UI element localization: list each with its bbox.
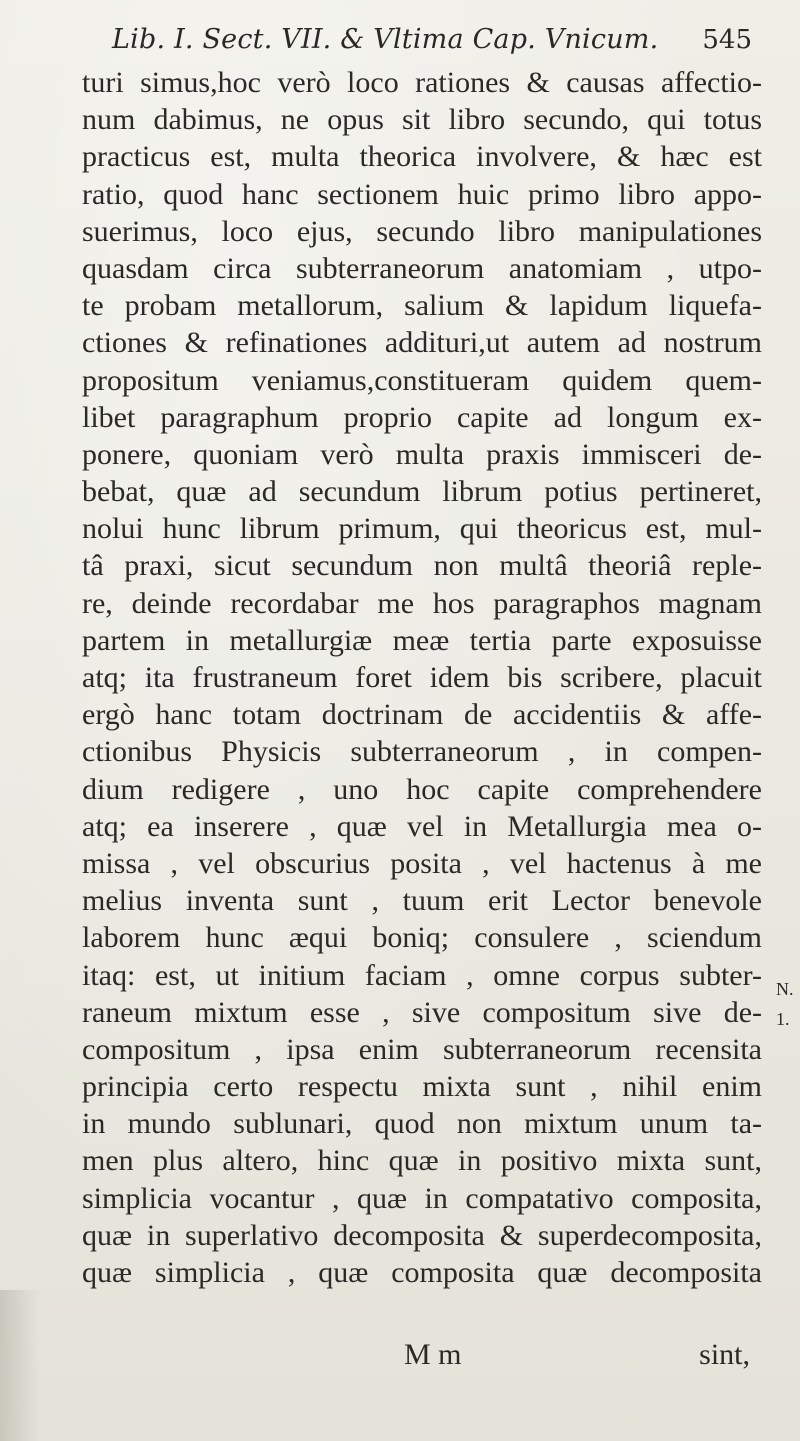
text-line: raneum mixtum esse , sive compositum sive de- — [82, 995, 762, 1029]
text-line: ratio, quod hanc sectionem huic primo libro appo- — [82, 177, 762, 211]
running-head: Lib. I. Sect. VII. & Vltima Cap. Vnicum. — [112, 24, 659, 55]
text-line: bebat, quæ ad secundum librum potius pertineret, — [82, 475, 762, 509]
text-line: itaq: est, ut initium faciam , omne corpus subter- — [82, 958, 762, 992]
margin-note: 1. — [776, 1009, 790, 1029]
text-line: principia certo respectu mixta sunt , nihil enim — [82, 1070, 762, 1104]
signature-mark: M m — [404, 1338, 462, 1371]
body-text — [82, 64, 762, 1291]
text-line: turi simus,hoc verò loco rationes & causas affectio- — [82, 66, 762, 99]
text-line: te probam metallorum, salium & lapidum liquefa- — [82, 289, 762, 323]
text-line: men plus altero, hinc quæ in positivo mixta sunt, — [82, 1144, 762, 1178]
text-line: propositum veniamus,constitueram quidem quem- — [82, 363, 762, 397]
text-line: dium redigere , uno hoc capite comprehendere — [82, 772, 762, 806]
text-line: suerimus, loco ejus, secundo libro manipulationes — [82, 214, 762, 248]
text-line: libet paragraphum proprio capite ad longum ex- — [82, 400, 762, 434]
text-line: tâ praxi, sicut secundum non multâ theoriâ reple- — [82, 549, 762, 583]
page-header — [112, 18, 752, 62]
text-line: simplicia vocantur , quæ in compatativo composita, — [82, 1181, 762, 1215]
text-line: num dabimus, ne opus sit libro secundo, qui totus — [82, 103, 762, 137]
text-line: ctiones & refinationes addituri,ut autem ad nostrum — [82, 326, 762, 360]
text-line: quæ in superlativo decomposita & superdecomposita, — [82, 1218, 762, 1252]
text-line: re, deinde recordabar me hos paragraphos magnam — [82, 586, 762, 620]
text-line: ctionibus Physicis subterraneorum , in compen- — [82, 735, 762, 769]
text-line: atq; ea inserere , quæ vel in Metallurgia mea o- — [82, 809, 762, 843]
margin-note: N. — [776, 979, 794, 999]
text-line: compositum , ipsa enim subterraneorum recensita — [82, 1032, 762, 1066]
text-line: missa , vel obscurius posita , vel hactenus à me — [82, 846, 762, 880]
text-line: atq; ita frustraneum foret idem bis scribere, placuit — [82, 661, 762, 694]
text-line: ergò hanc totam doctrinam de accidentiis & affe- — [82, 698, 762, 732]
text-line: practicus est, multa theorica involvere, & hæc est — [82, 140, 762, 174]
text-line: in mundo sublunari, quod non mixtum unum ta- — [82, 1107, 762, 1141]
page-number: 545 — [702, 25, 752, 55]
page-edge-shadow — [0, 1290, 40, 1441]
text-line: nolui hunc librum primum, qui theoricus est, mul- — [82, 512, 762, 546]
catchword: sint, — [699, 1338, 750, 1371]
text-line: laborem hunc æqui boniq; consulere , sciendum — [82, 921, 762, 955]
text-line: melius inventa sunt , tuum erit Lector benevole — [82, 884, 762, 918]
text-line: quasdam circa subterraneorum anatomiam , utpo- — [82, 251, 762, 285]
text-line: quæ simplicia , quæ composita quæ decomposita — [82, 1256, 762, 1289]
page-footer — [82, 1335, 762, 1375]
text-line: ponere, quoniam verò multa praxis immisceri de- — [82, 437, 762, 471]
text-line: partem in metallurgiæ meæ tertia parte exposuisse — [82, 623, 762, 657]
